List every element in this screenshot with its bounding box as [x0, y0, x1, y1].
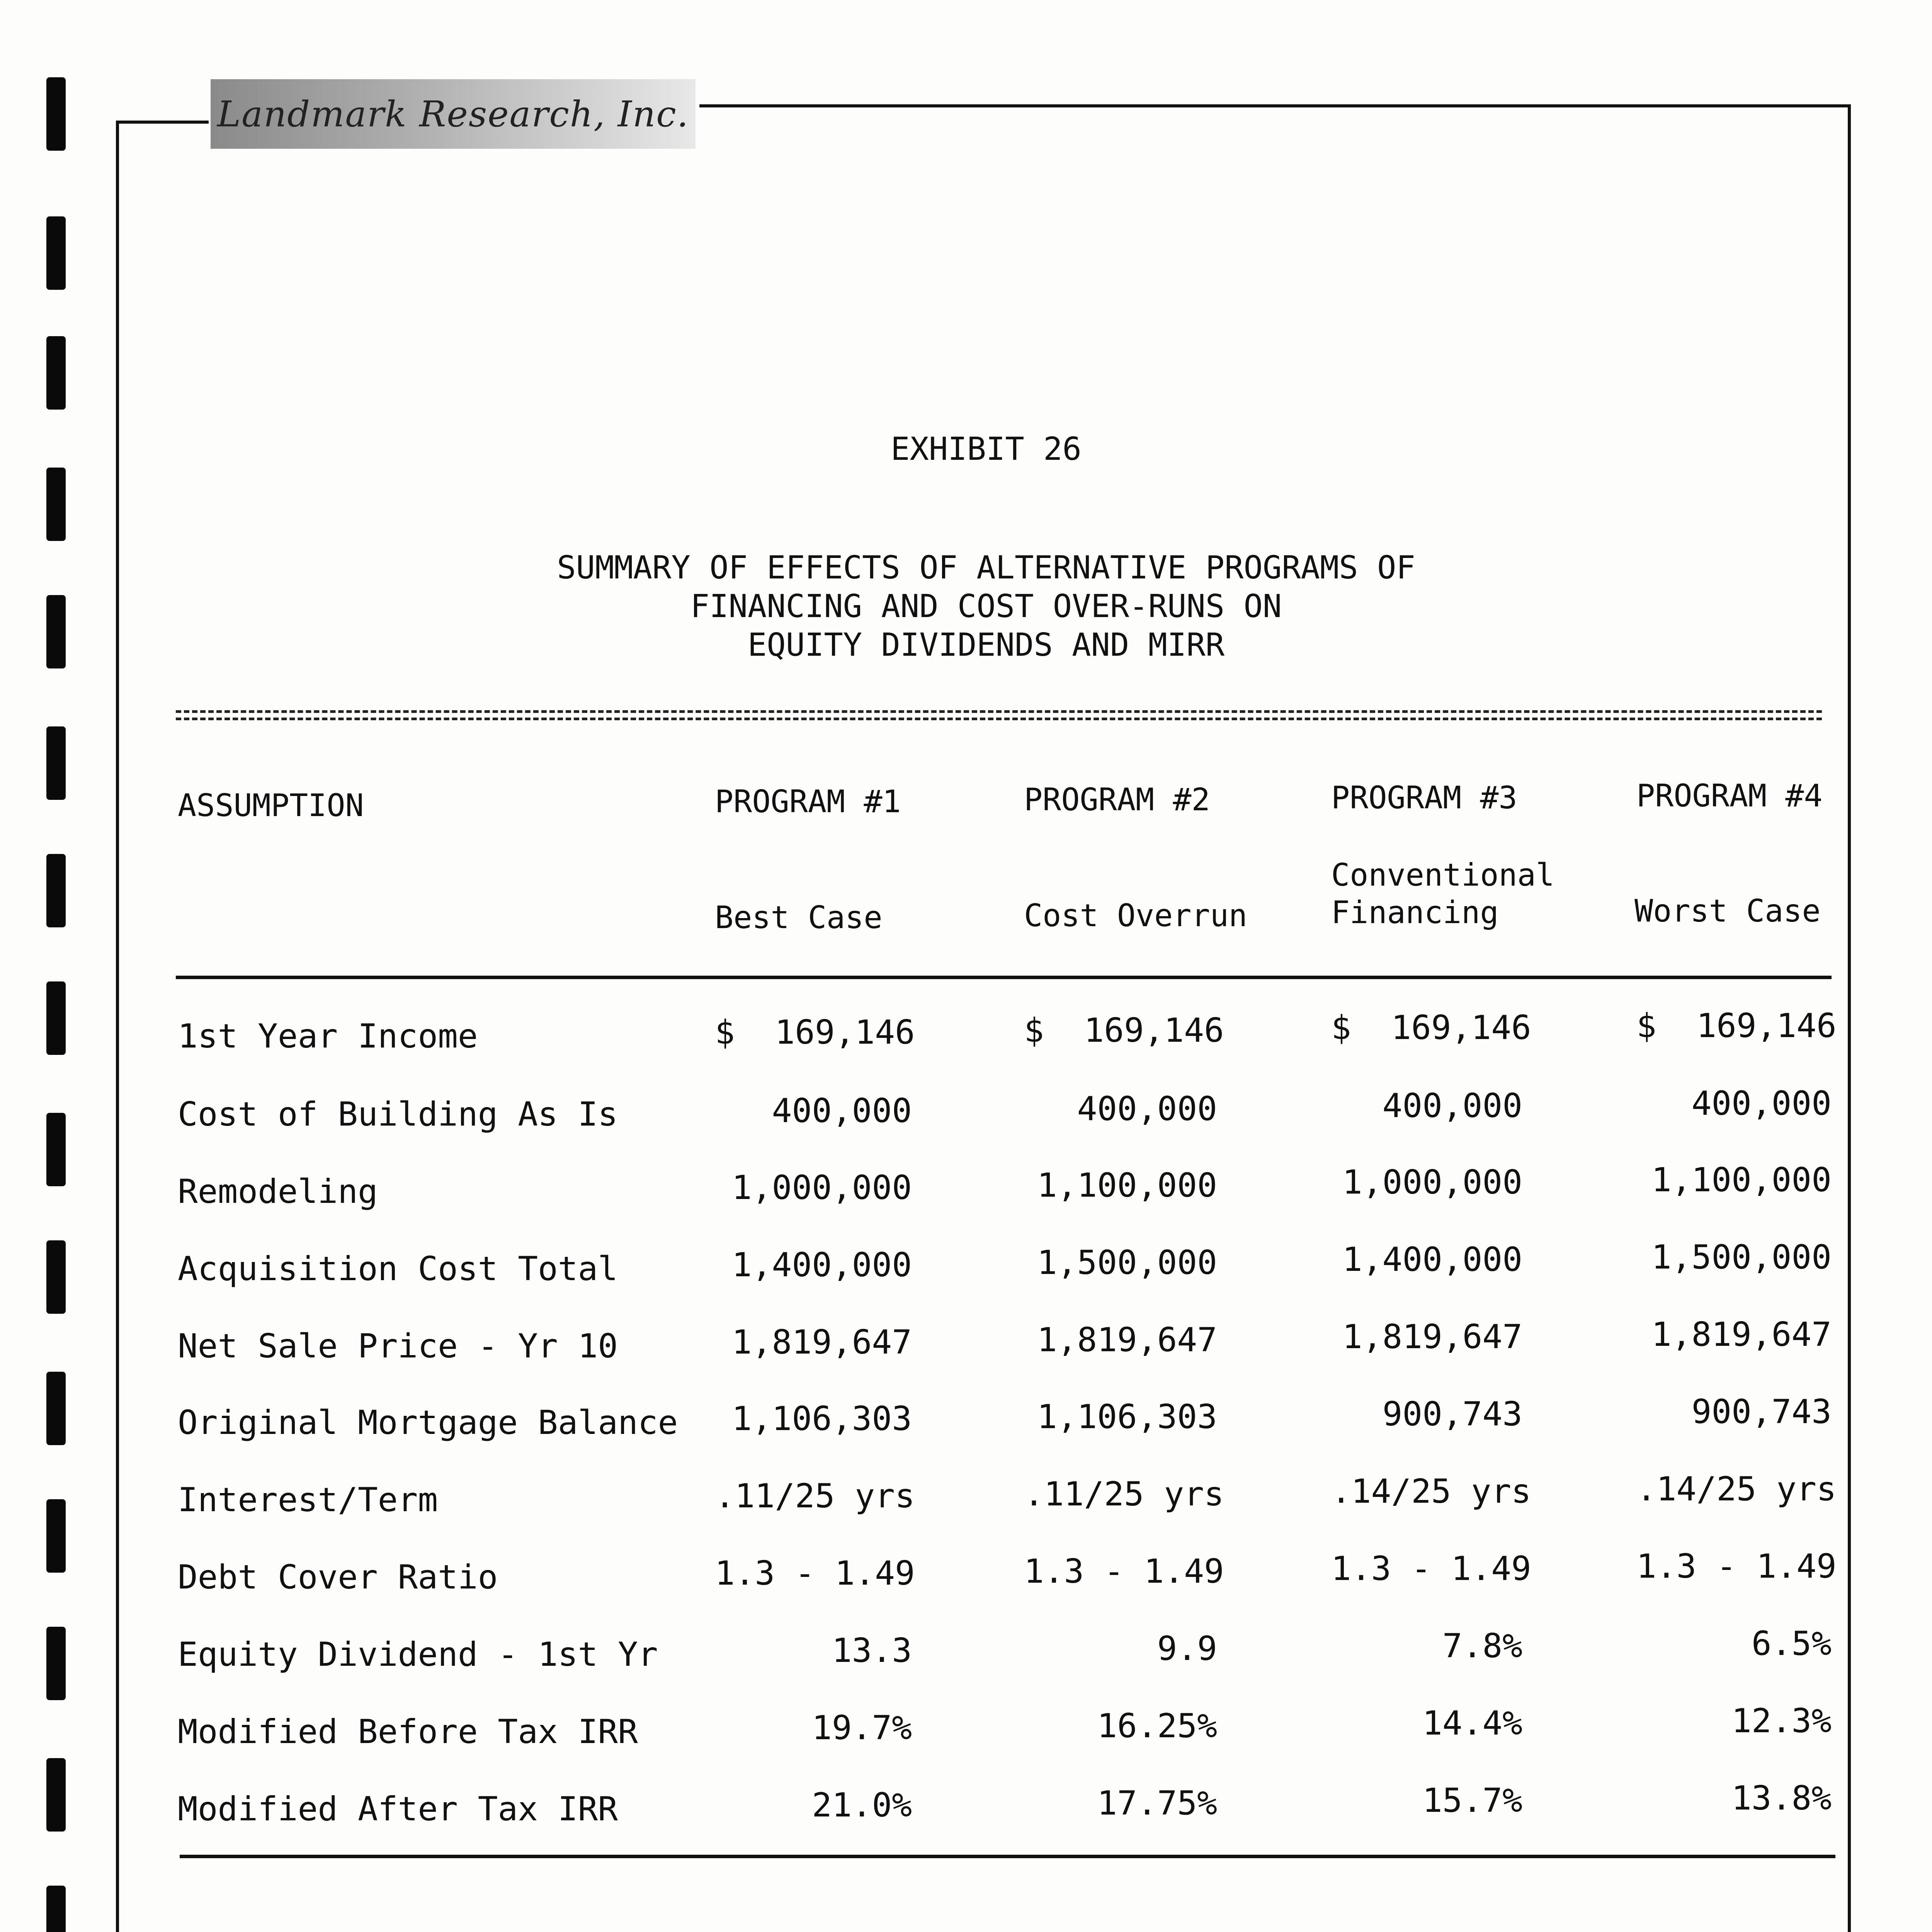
- table-cell: 1,100,000: [1037, 1166, 1217, 1205]
- table-cell: 1,106,303: [1037, 1398, 1217, 1436]
- table-cell: 1,819,647: [1037, 1321, 1217, 1359]
- table-cell: 13.8%: [1731, 1779, 1832, 1818]
- table-cell: 17.75%: [1097, 1784, 1217, 1823]
- row-label: Acquisition Cost Total: [178, 1250, 618, 1288]
- double-dashed-rule: [176, 710, 1822, 720]
- program-2-desc: Cost Overrun: [1024, 898, 1247, 934]
- table-cell: 1,819,647: [1342, 1318, 1522, 1356]
- table-cell: 1,000,000: [1342, 1163, 1522, 1202]
- table-cell: 15.7%: [1422, 1781, 1522, 1820]
- table-cell: 900,743: [1691, 1393, 1832, 1431]
- table-cell: 13.3: [832, 1631, 912, 1670]
- row-label: Equity Dividend - 1st Yr: [178, 1635, 658, 1674]
- table-cell: 9.9: [1157, 1629, 1217, 1668]
- table-cell: 400,000: [1382, 1087, 1522, 1125]
- table-cell: 14.4%: [1422, 1704, 1522, 1743]
- exhibit-subtitle: [0, 549, 1932, 665]
- program-1-header: PROGRAM #1: [715, 784, 901, 820]
- table-cell: 400,000: [1077, 1090, 1217, 1128]
- table-cell: 1,400,000: [732, 1246, 912, 1284]
- program-1-desc: Best Case: [715, 900, 883, 935]
- row-label: Original Mortgage Balance: [178, 1403, 678, 1442]
- table-cell: 12.3%: [1731, 1702, 1832, 1740]
- table-cell: 400,000: [1691, 1084, 1832, 1123]
- frame-border: [699, 104, 1851, 107]
- table-cell: $ 169,146: [1024, 1011, 1224, 1050]
- row-label: Remodeling: [178, 1172, 378, 1211]
- table-cell: 1.3 - 1.49: [715, 1554, 915, 1593]
- subtitle-line: SUMMARY OF EFFECTS OF ALTERNATIVE PROGRAMS OF: [557, 549, 1415, 586]
- table-cell: $ 169,146: [1331, 1009, 1531, 1047]
- program-4-desc: Worst Case: [1634, 893, 1821, 929]
- table-cell: .11/25 yrs: [1024, 1475, 1224, 1514]
- company-logo: [211, 79, 696, 149]
- row-label: Debt Cover Ratio: [178, 1558, 498, 1597]
- table-cell: 1,500,000: [1651, 1238, 1832, 1277]
- table-cell: 19.7%: [812, 1709, 912, 1747]
- program-3-header: PROGRAM #3: [1331, 780, 1517, 816]
- table-cell: 900,743: [1382, 1395, 1522, 1434]
- subtitle-line: FINANCING AND COST OVER-RUNS ON: [690, 588, 1282, 625]
- program-3-desc-line1: Conventional: [1331, 857, 1554, 893]
- table-cell: 1,400,000: [1342, 1240, 1522, 1279]
- program-2-header: PROGRAM #2: [1024, 782, 1210, 818]
- row-label: Net Sale Price - Yr 10: [178, 1327, 618, 1366]
- table-cell: 1.3 - 1.49: [1636, 1547, 1837, 1586]
- table-cell: 1,000,000: [732, 1168, 912, 1207]
- subtitle-line: EQUITY DIVIDENDS AND MIRR: [747, 627, 1225, 663]
- program-4-header: PROGRAM #4: [1636, 778, 1823, 814]
- table-cell: 1.3 - 1.49: [1024, 1552, 1224, 1591]
- table-cell: 1,100,000: [1651, 1161, 1832, 1199]
- row-label: Cost of Building As Is: [178, 1095, 618, 1134]
- table-cell: 16.25%: [1097, 1707, 1217, 1745]
- table-cell: $ 169,146: [1636, 1007, 1837, 1045]
- table-cell: 400,000: [772, 1092, 912, 1130]
- table-cell: .11/25 yrs: [715, 1477, 915, 1515]
- table-cell: 21.0%: [812, 1786, 912, 1825]
- frame-border: [116, 121, 119, 1932]
- frame-border: [1848, 104, 1851, 1932]
- table-cell: 7.8%: [1442, 1627, 1522, 1665]
- assumption-header: ASSUMPTION: [178, 787, 364, 823]
- table-cell: 1,819,647: [732, 1323, 912, 1362]
- table-cell: 1,500,000: [1037, 1243, 1217, 1282]
- frame-border: [116, 121, 209, 124]
- table-cell: 1,106,303: [732, 1400, 912, 1438]
- binding-holes: [46, 77, 70, 1932]
- table-cell: .14/25 yrs: [1636, 1470, 1837, 1509]
- table-cell: 6.5%: [1751, 1624, 1832, 1663]
- exhibit-title: EXHIBIT 26: [891, 431, 1082, 468]
- logo-text: Landmark Research, Inc.: [217, 93, 689, 135]
- program-3-desc-line2: Financing: [1331, 895, 1499, 930]
- table-cell: .14/25 yrs: [1331, 1472, 1531, 1511]
- row-label: Modified Before Tax IRR: [178, 1713, 638, 1751]
- row-label: 1st Year Income: [178, 1017, 478, 1056]
- table-bottom-rule: [180, 1855, 1835, 1858]
- row-label: Modified After Tax IRR: [178, 1790, 618, 1828]
- header-rule: [176, 976, 1832, 979]
- table-cell: 1.3 - 1.49: [1331, 1549, 1531, 1588]
- row-label: Interest/Term: [178, 1481, 438, 1519]
- table-cell: 1,819,647: [1651, 1315, 1832, 1354]
- table-cell: $ 169,146: [715, 1013, 915, 1052]
